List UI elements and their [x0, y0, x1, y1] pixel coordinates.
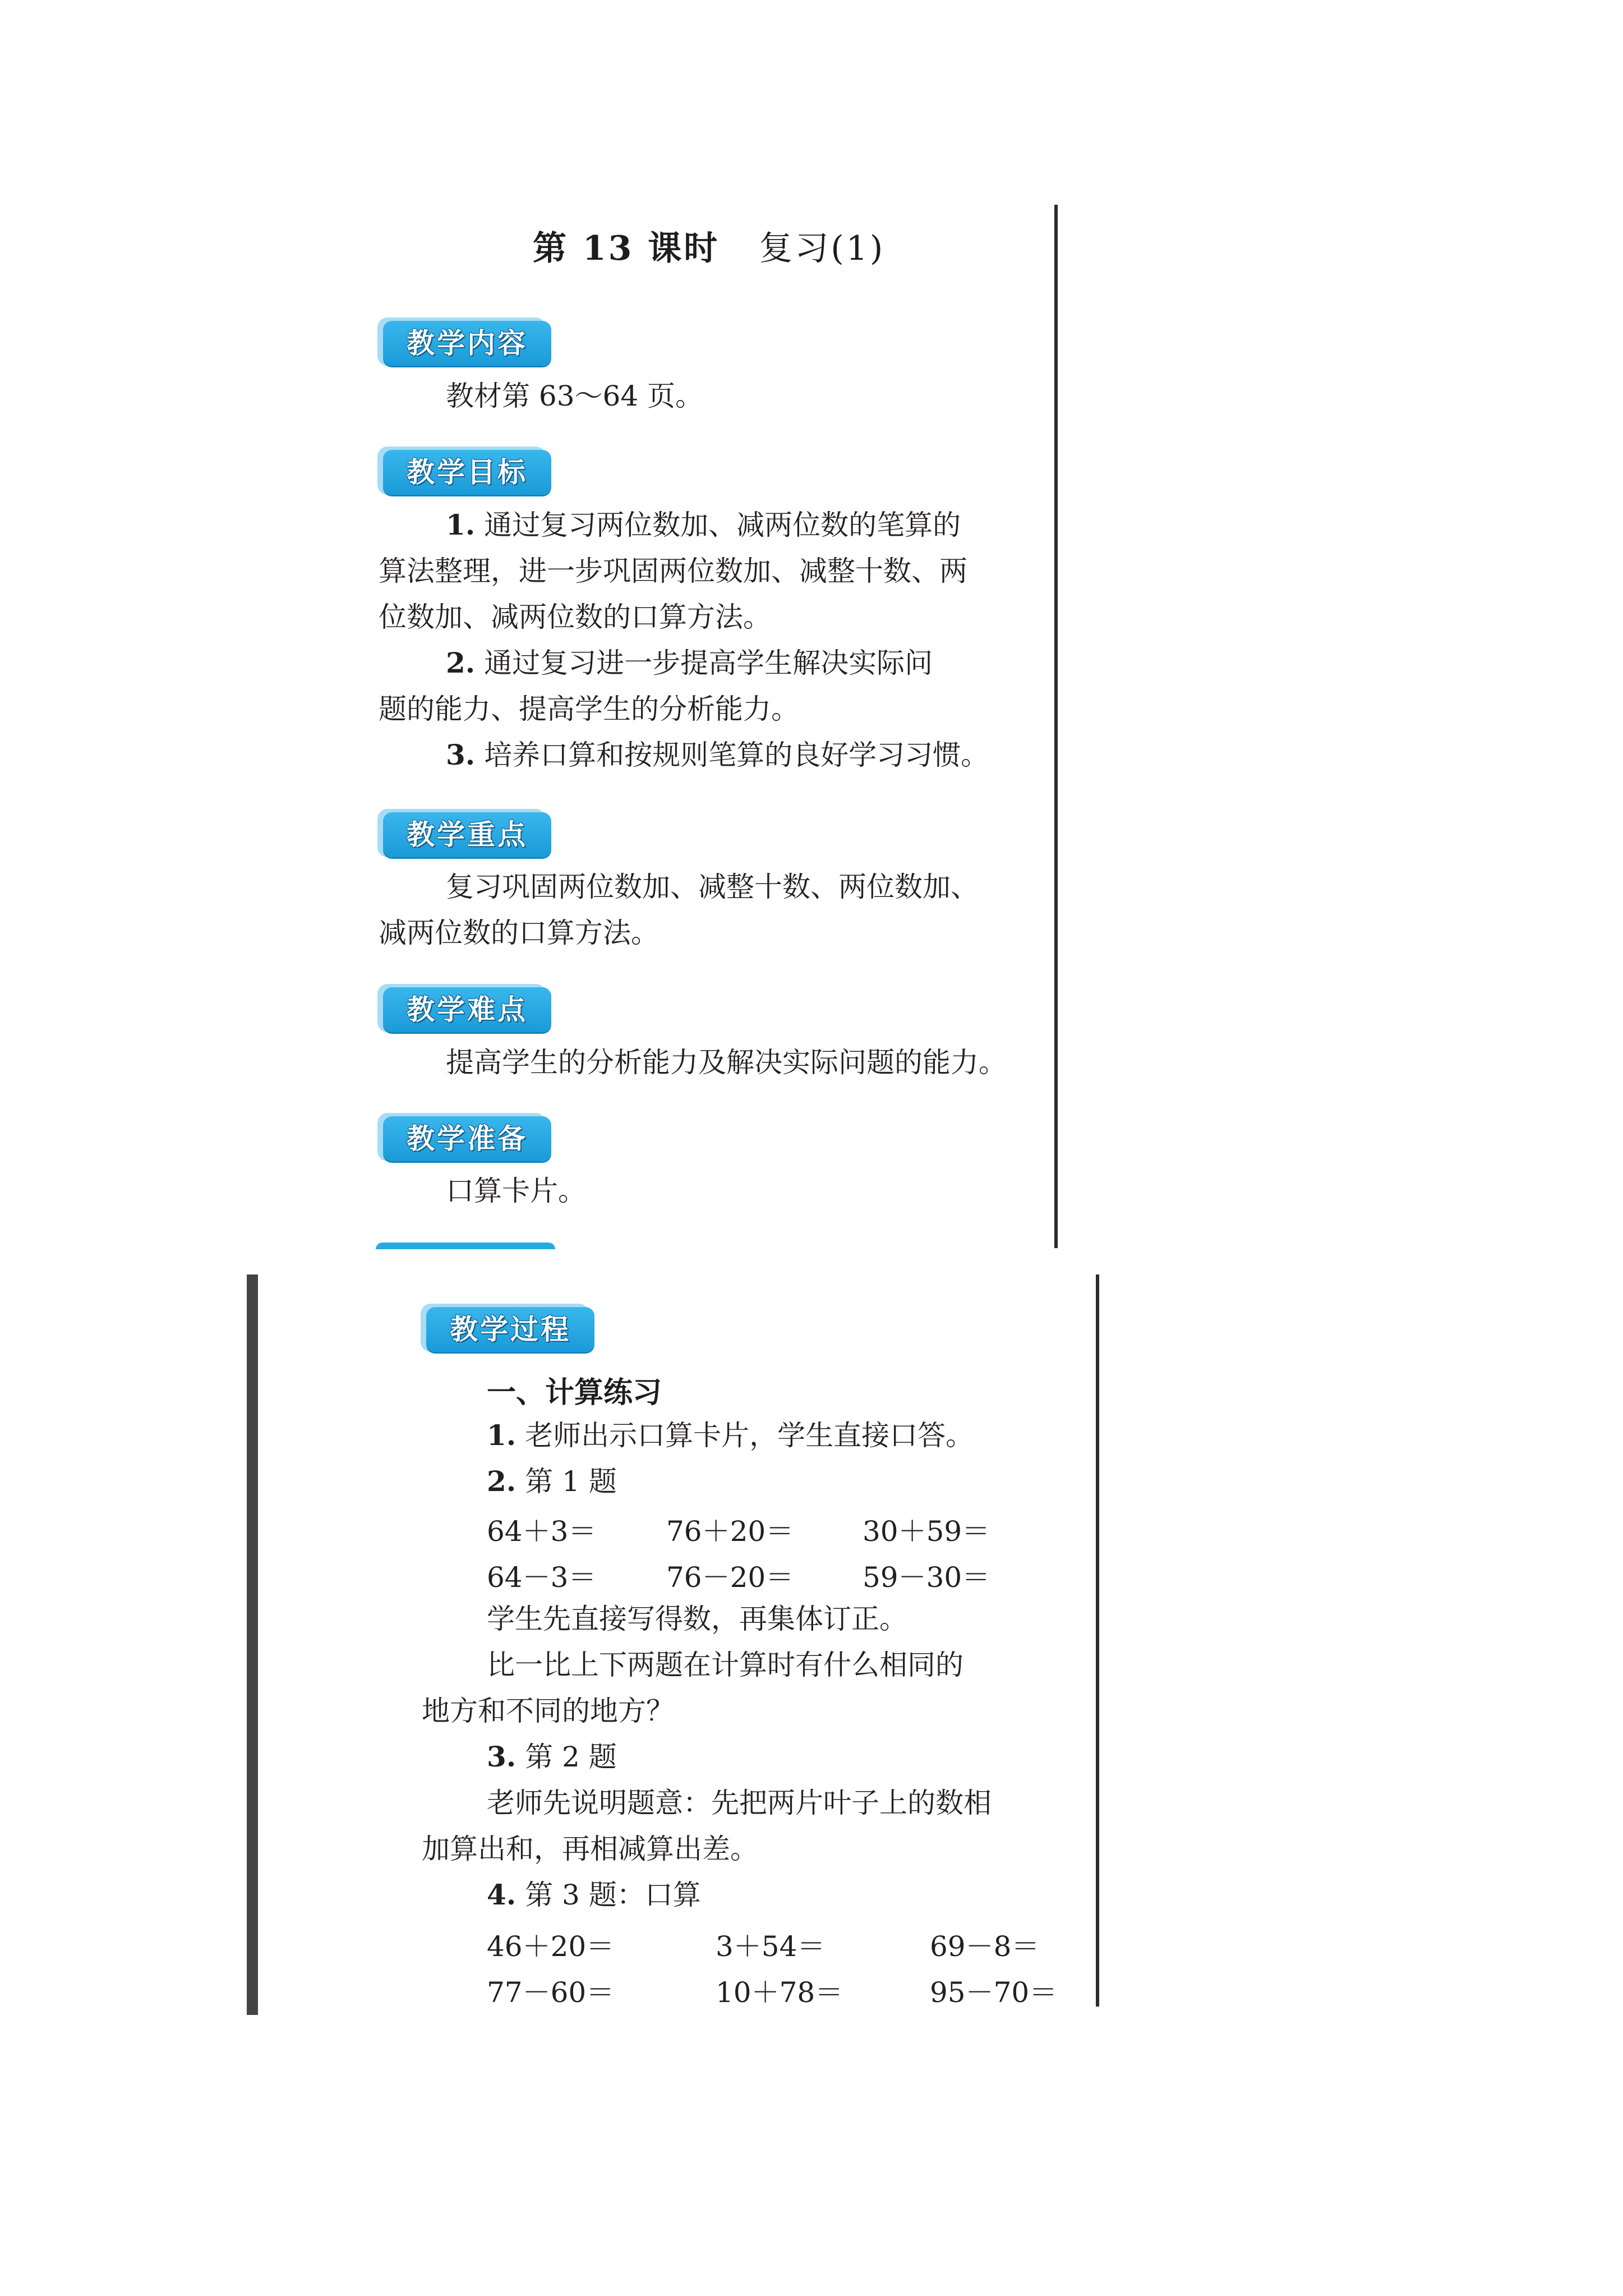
equation: 30＋59＝	[863, 1515, 990, 1548]
key-point-line: 复习巩固两位数加、减整十数、两位数加、	[446, 871, 979, 903]
equation: 64－3＝	[487, 1561, 597, 1594]
equation: 59－30＝	[863, 1561, 990, 1594]
note-compare	[422, 1642, 963, 1734]
equation: 76＋20＝	[666, 1515, 794, 1548]
section-badge-label: 教学难点	[407, 993, 528, 1026]
lesson-title-number: 第 13 课时	[533, 229, 720, 268]
note-line: 老师先说明题意：先把两片叶子上的数相	[487, 1787, 992, 1819]
content-line: 教材第 63～64 页。	[446, 380, 704, 412]
equation: 95－70＝	[930, 1976, 1058, 2009]
section-badge-label: 教学过程	[450, 1313, 571, 1346]
equation-row	[487, 1555, 1048, 1594]
objective-item: 2. 通过复习进一步提高学生解决实际问	[446, 646, 933, 679]
note-explain	[422, 1780, 992, 1872]
equation-row	[487, 1924, 1081, 1963]
equation: 76－20＝	[666, 1561, 794, 1594]
equation: 46＋20＝	[487, 1930, 615, 1963]
note-line: 加算出和，再相减算出差。	[422, 1833, 758, 1865]
key-point-line: 减两位数的口算方法。	[379, 917, 659, 949]
objective-line: 位数加、减两位数的口算方法。	[379, 601, 771, 633]
sub-heading-calculation: 一、计算练习	[487, 1376, 662, 1410]
note-line: 地方和不同的地方？	[422, 1695, 674, 1727]
equation: 77－60＝	[487, 1976, 615, 2009]
preparation-line: 口算卡片。	[446, 1175, 586, 1207]
objective-line: 题的能力、提高学生的分析能力。	[379, 693, 799, 725]
objective-item: 3. 培养口算和按规则笔算的良好学习习惯。	[446, 738, 989, 771]
page-left-bar	[247, 1274, 258, 2015]
section-badge-label: 教学目标	[407, 456, 528, 489]
equation: 10＋78＝	[716, 1976, 843, 2009]
equation: 69－8＝	[930, 1930, 1040, 1963]
note-correction: 学生先直接写得数，再集体订正。	[487, 1603, 907, 1635]
objective-item: 1. 通过复习两位数加、减两位数的笔算的	[446, 508, 961, 541]
section-badge-label: 教学准备	[407, 1122, 528, 1155]
equation: 64＋3＝	[487, 1515, 597, 1548]
note-line: 比一比上下两题在计算时有什么相同的	[487, 1649, 963, 1681]
section-badge-label: 教学重点	[407, 818, 528, 851]
equation-row	[487, 1509, 1048, 1548]
difficulty-line: 提高学生的分析能力及解决实际问题的能力。	[446, 1046, 1007, 1079]
step-3: 3. 第 2 题	[487, 1740, 617, 1773]
step-4: 4. 第 3 题：口算	[487, 1878, 701, 1911]
section-badge-process	[426, 1307, 594, 1355]
section-badge-label: 教学内容	[407, 327, 528, 360]
equation-row	[487, 1970, 1081, 2009]
lesson-title-topic: 复习(1)	[759, 229, 886, 268]
objective-line: 算法整理，进一步巩固两位数加、减整十数、两	[379, 555, 967, 587]
page-right-rule	[1096, 1274, 1099, 2007]
step-1: 1. 老师出示口算卡片，学生直接口答。	[487, 1419, 974, 1452]
equation: 3＋54＝	[716, 1930, 826, 1963]
step-2: 2. 第 1 题	[487, 1465, 617, 1498]
